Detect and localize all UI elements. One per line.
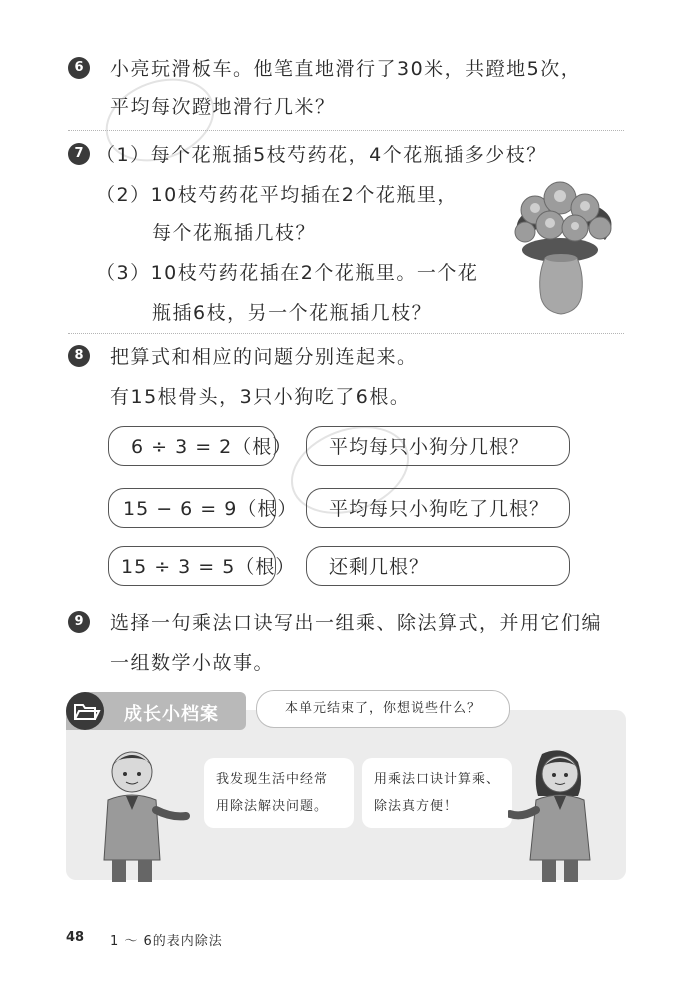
q7-part1: （1）每个花瓶插5枝芍药花，4个花瓶插多少枝？ <box>96 144 547 166</box>
girl-illustration <box>508 744 608 884</box>
girl-speech-bubble <box>362 758 512 828</box>
q6-line1: 小亮玩滑板车。他笔直地滑行了30米，共蹬地5次， <box>110 58 582 80</box>
q6-line2: 平均每次蹬地滑行几米？ <box>110 96 336 118</box>
divider <box>68 333 624 334</box>
boy-speech-bubble <box>204 758 354 828</box>
girl-speech-line2: 除法真方便！ <box>374 799 459 814</box>
q7-part2-line2: 每个花瓶插几枝？ <box>152 222 317 244</box>
q9-line2: 一组数学小故事。 <box>110 652 275 674</box>
q8-instruction: 把算式和相应的问题分别连起来。 <box>110 346 418 368</box>
question-number-8: 8 <box>68 345 90 367</box>
question-number-9: 9 <box>68 611 90 633</box>
girl-speech-line1: 用乘法口诀计算乘、 <box>374 772 501 787</box>
question-box-3[interactable]: 还剩几根？ <box>306 546 570 586</box>
folder-icon <box>66 692 104 730</box>
formula-box-1[interactable]: 6 ÷ 3 = 2（根） <box>108 426 276 466</box>
divider <box>68 130 624 131</box>
question-box-1[interactable]: 平均每只小狗分几根？ <box>306 426 570 466</box>
q7-part2-line1: （2）10枝芍药花平均插在2个花瓶里， <box>96 184 458 206</box>
archive-prompt: 本单元结束了，你想说些什么？ <box>256 690 510 728</box>
question-box-2[interactable]: 平均每只小狗吃了几根？ <box>306 488 570 528</box>
question-number-7: 7 <box>68 143 90 165</box>
q8-context: 有15根骨头，3只小狗吃了6根。 <box>110 386 411 408</box>
q7-part3-line1: （3）10枝芍药花插在2个花瓶里。一个花 <box>96 262 479 284</box>
chapter-title: 1 ～ 6的表内除法 <box>110 934 223 949</box>
question-number-6: 6 <box>68 57 90 79</box>
formula-box-2[interactable]: 15 − 6 = 9（根） <box>108 488 276 528</box>
q9-line1: 选择一句乘法口诀写出一组乘、除法算式，并用它们编 <box>110 612 603 634</box>
q7-part3-line2: 瓶插6枝，另一个花瓶插几枝？ <box>152 302 433 324</box>
boy-illustration <box>92 744 192 884</box>
boy-speech-line1: 我发现生活中经常 <box>216 772 329 787</box>
boy-speech-line2: 用除法解决问题。 <box>216 799 329 814</box>
page-number: 48 <box>66 930 85 945</box>
flower-vase-image <box>505 170 625 320</box>
formula-box-3[interactable]: 15 ÷ 3 = 5（根） <box>108 546 276 586</box>
archive-title: 成长小档案 <box>124 704 219 725</box>
